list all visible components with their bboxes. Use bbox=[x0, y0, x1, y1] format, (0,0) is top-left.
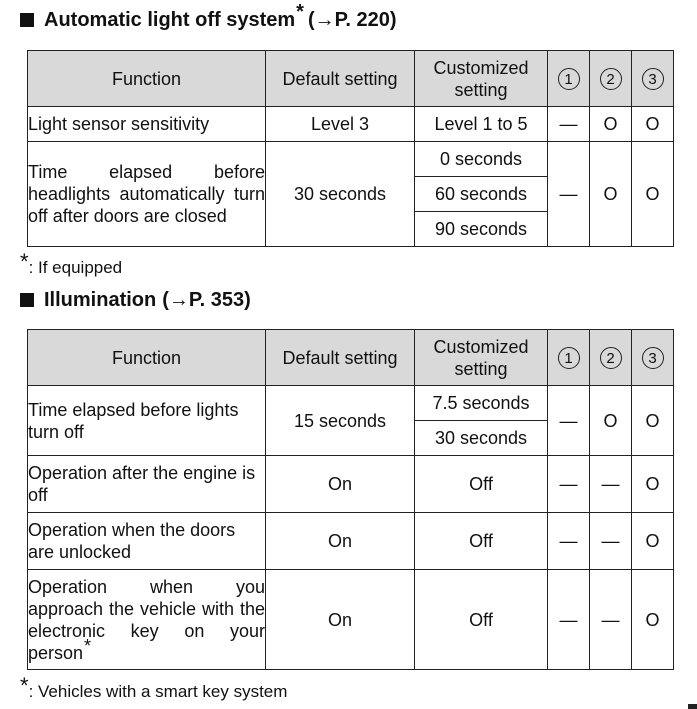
table-row bbox=[28, 456, 674, 513]
col2-cell: — bbox=[590, 570, 632, 670]
circled-number-1: 1 bbox=[558, 347, 580, 369]
default-cell: On bbox=[266, 456, 415, 513]
function-footnote-mark: * bbox=[84, 635, 92, 656]
col3-cell: O bbox=[632, 456, 674, 513]
custom-cell: Off bbox=[415, 570, 548, 670]
function-cell: Time elapsed before lights turn off bbox=[28, 386, 266, 456]
col1-cell: — bbox=[548, 386, 590, 456]
custom-cell: 0 seconds bbox=[415, 142, 548, 177]
automatic-light-off-table bbox=[27, 50, 674, 247]
default-cell: On bbox=[266, 513, 415, 570]
footnote-smart-key bbox=[20, 673, 288, 702]
function-cell bbox=[28, 570, 266, 670]
default-cell: 15 seconds bbox=[266, 386, 415, 456]
function-text: Operation when you approach the vehicle with the electronic key on your person bbox=[28, 576, 265, 663]
circled-number-2: 2 bbox=[600, 347, 622, 369]
header-circle-2 bbox=[590, 51, 632, 107]
footnote-text: : If equipped bbox=[28, 258, 123, 277]
circled-number-2: 2 bbox=[600, 68, 622, 90]
function-cell: Operation when the doors are unlocked bbox=[28, 513, 266, 570]
page-edge-mark bbox=[688, 704, 697, 709]
section-heading-automatic-light-off bbox=[20, 1, 397, 32]
page-reference-link[interactable]: (→P. 353) bbox=[162, 289, 251, 311]
bullet-square-icon bbox=[20, 293, 34, 307]
custom-cell: 7.5 seconds bbox=[415, 386, 548, 421]
table-header-row bbox=[28, 51, 674, 107]
section-heading-illumination bbox=[20, 288, 251, 312]
custom-cell: Off bbox=[415, 456, 548, 513]
section-title: Automatic light off system bbox=[44, 9, 296, 31]
header-circle-1 bbox=[548, 330, 590, 386]
default-cell: 30 seconds bbox=[266, 142, 415, 247]
footnote-mark: * bbox=[20, 249, 29, 274]
circled-number-3: 3 bbox=[642, 68, 664, 90]
custom-cell: Off bbox=[415, 513, 548, 570]
col2-cell: O bbox=[590, 386, 632, 456]
col2-cell: O bbox=[590, 142, 632, 247]
table-row bbox=[28, 386, 674, 421]
header-default-setting: Default setting bbox=[266, 330, 415, 386]
bullet-square-icon bbox=[20, 13, 34, 27]
col3-cell: O bbox=[632, 513, 674, 570]
custom-cell: 90 seconds bbox=[415, 212, 548, 247]
header-customized-setting: Customized setting bbox=[415, 330, 548, 386]
col3-cell: O bbox=[632, 142, 674, 247]
table-header-row bbox=[28, 330, 674, 386]
col3-cell: O bbox=[632, 386, 674, 456]
col2-cell: — bbox=[590, 456, 632, 513]
header-function: Function bbox=[28, 330, 266, 386]
col1-cell: — bbox=[548, 107, 590, 142]
footnote-mark: * bbox=[20, 673, 29, 698]
header-circle-1 bbox=[548, 51, 590, 107]
title-footnote-mark: * bbox=[296, 1, 304, 23]
default-cell: Level 3 bbox=[266, 107, 415, 142]
header-default-setting: Default setting bbox=[266, 51, 415, 107]
function-cell: Operation after the engine is off bbox=[28, 456, 266, 513]
custom-cell: Level 1 to 5 bbox=[415, 107, 548, 142]
header-circle-3 bbox=[632, 51, 674, 107]
table-row bbox=[28, 107, 674, 142]
footnote-text: : Vehicles with a smart key system bbox=[28, 682, 288, 701]
circled-number-1: 1 bbox=[558, 68, 580, 90]
col1-cell: — bbox=[548, 456, 590, 513]
illumination-table bbox=[27, 329, 674, 670]
custom-cell: 30 seconds bbox=[415, 421, 548, 456]
circled-number-3: 3 bbox=[642, 347, 664, 369]
col1-cell: — bbox=[548, 513, 590, 570]
header-circle-2 bbox=[590, 330, 632, 386]
table-row bbox=[28, 570, 674, 670]
custom-cell: 60 seconds bbox=[415, 177, 548, 212]
col1-cell: — bbox=[548, 570, 590, 670]
table-row bbox=[28, 142, 674, 177]
col2-cell: — bbox=[590, 513, 632, 570]
table-row bbox=[28, 513, 674, 570]
function-cell: Light sensor sensitivity bbox=[28, 107, 266, 142]
col1-cell: — bbox=[548, 142, 590, 247]
header-function: Function bbox=[28, 51, 266, 107]
function-cell: Time elapsed before headlights automatically turn off after doors are closed bbox=[28, 142, 266, 247]
page-reference-link[interactable]: (→P. 220) bbox=[307, 9, 397, 31]
section-title: Illumination bbox=[44, 289, 157, 311]
col3-cell: O bbox=[632, 570, 674, 670]
default-cell: On bbox=[266, 570, 415, 670]
col3-cell: O bbox=[632, 107, 674, 142]
col2-cell: O bbox=[590, 107, 632, 142]
header-circle-3 bbox=[632, 330, 674, 386]
footnote-if-equipped bbox=[20, 249, 123, 278]
header-customized-setting: Customized setting bbox=[415, 51, 548, 107]
